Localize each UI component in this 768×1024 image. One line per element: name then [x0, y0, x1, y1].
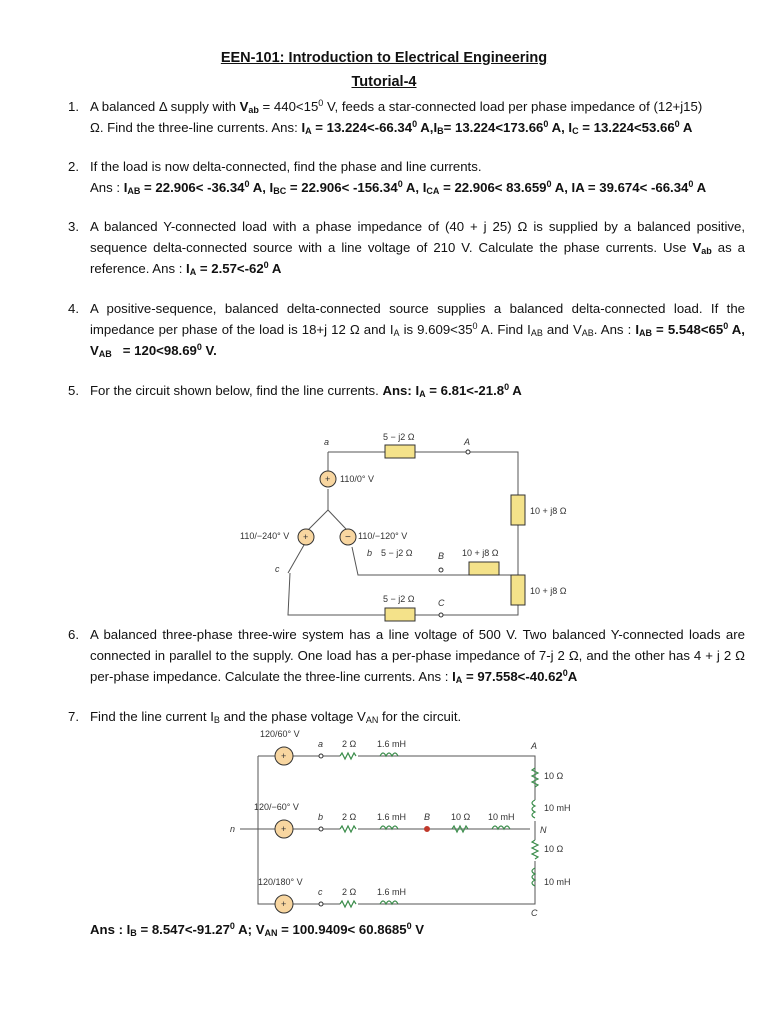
load-resistance-b: 10 Ω [451, 812, 471, 822]
source-label-a: 120/60° V [260, 729, 300, 739]
node-label-a: a [324, 437, 330, 447]
question-number: 4. [68, 301, 79, 316]
resistor-load-ab [511, 495, 525, 525]
line-resistance-c: 2 Ω [342, 887, 357, 897]
node-label-C: C [531, 908, 538, 918]
ans-label: Ans : [90, 180, 124, 195]
resistor-load-ca [511, 575, 525, 605]
question-number: 6. [68, 627, 79, 642]
q1-text-a: A balanced Δ supply with [90, 99, 240, 114]
q6-text: A balanced three-phase three-wire system has a line voltage of 500 V. Two balanced Y-connected loads are connected in parallel to the supply. One load has a per-phase impedance of 7-j 2 Ω, and the other has 4 + j 2 Ω per-phase impedance. Calculate the three-line currents. Ans : $I_A = 97.558<-40.62^0A$ [90, 627, 745, 685]
node-label-c: c [318, 887, 323, 897]
vab-subscript: ab [248, 105, 259, 115]
q1-text-c: V, feeds a star-connected load per phase impedance of (12+j15) [323, 99, 703, 114]
source-label-c: 120/180° V [258, 877, 303, 887]
resistor-load-a [532, 768, 538, 787]
line-inductance-b: 1.6 mH [377, 812, 407, 822]
source-label-b: 110/−120° V [358, 531, 408, 541]
load-inductance-b: 10 mH [488, 812, 515, 822]
node-label-A: A [531, 741, 538, 751]
node-label-n: n [230, 824, 236, 834]
plus-icon: + [281, 899, 287, 909]
line-inductance-a: 1.6 mH [377, 739, 407, 749]
node-label-B: B [424, 812, 431, 822]
line-resistance-a: 2 Ω [342, 739, 357, 749]
plus-icon: + [303, 532, 309, 542]
plus-icon: + [325, 474, 331, 484]
plus-icon: + [281, 824, 287, 834]
q2-answer: $I_{AB} = 22.906< -36.34^0$ A, $I_{BC} = 22.906< -156.34^0$ A, $I_{CA} = 22.906< 83.659^0$ A, IA = $39.674< -66.34^0$ A [123, 179, 707, 196]
resistor-line-c [340, 901, 356, 907]
q1-text-d: Ω. Find the three-line currents. Ans: [90, 120, 302, 135]
q5-text: For the circuit shown below, find the line currents. Ans: $I_A = 6.81<-21.8^0$ A [90, 382, 522, 399]
line-resistance-b: 2 Ω [342, 812, 357, 822]
q3-text: A balanced Y-connected load with a phase impedance of (40 + j 25) Ω is supplied by a balanced positive, sequence delta-connected source with a line voltage of 210 V. Calculate the phase currents. Use $V_{ab}$ as a reference. Ans : $I_A = 2.57<-62^0$ A [90, 219, 745, 277]
load-impedance-ca: 10 + j8 Ω [530, 586, 567, 596]
q4-text: A positive-sequence, balanced delta-connected source supplies a balanced delta-connected load. If the impedance per phase of the load is 18+j 12 Ω and $I_A$ is $9.609<35^0$ A. Find $I_{AB}$ and $V_{AB}$. Ans : $I_{AB} = 5.548<65^0$ A, $V_{AB} = 120<98.69^0$ V. [90, 301, 745, 359]
question-number: 3. [68, 219, 79, 234]
q7-answer: Ans : $I_B = 8.547<-91.27^0$ A; $V_{AN} = 100.9409< 60.8685^0$ V [90, 921, 425, 938]
question-number: 1. [68, 99, 79, 114]
question-number: 2. [68, 159, 79, 174]
source-label-b: 120/−60° V [254, 802, 299, 812]
minus-icon: − [345, 532, 351, 543]
circuit-diagram-1 [230, 425, 600, 620]
node-label-b: b [318, 812, 324, 822]
line-inductance-c: 1.6 mH [377, 887, 407, 897]
question-number: 5. [68, 383, 79, 398]
line-impedance-c: 5 − j2 Ω [383, 594, 415, 604]
line-impedance-a: 5 − j2 Ω [383, 432, 415, 442]
tutorial-subtitle: Tutorial-4 [351, 74, 417, 90]
resistor-load-c [532, 840, 538, 859]
source-label-c: 110/−240° V [240, 531, 290, 541]
load-inductance-c: 10 mH [544, 877, 571, 887]
inductor-load-a [532, 800, 535, 818]
node-label-C: C [438, 598, 445, 608]
q2-text: If the load is now delta-connected, find the phase and line currents. [90, 159, 482, 174]
node-label-c: c [275, 564, 280, 574]
plus-icon: + [281, 751, 287, 761]
load-resistance-c: 10 Ω [544, 844, 564, 854]
resistor-line-b [340, 826, 356, 832]
question-number: 7. [68, 709, 79, 724]
resistor-line-a [385, 445, 415, 458]
document-title: EEN-101: Introduction to Electrical Engineering [220, 50, 548, 66]
load-impedance-bc: 10 + j8 Ω [462, 548, 499, 558]
line-impedance-b: 5 − j2 Ω [381, 548, 413, 558]
load-inductance-a: 10 mH [544, 803, 571, 813]
degree-mark: 0 [318, 98, 324, 108]
node-label-B: B [438, 551, 445, 561]
circuit-diagram-2 [230, 728, 590, 918]
load-resistance-a: 10 Ω [544, 771, 564, 781]
node-label-N: N [540, 825, 547, 835]
q1-text-b: = 440<15 [258, 99, 319, 114]
vab-symbol: V [239, 99, 249, 114]
source-label-a: 110/0° V [340, 474, 374, 484]
resistor-load-bc [469, 562, 499, 575]
node-label-b: b [367, 548, 373, 558]
load-impedance-ab: 10 + j8 Ω [530, 506, 567, 516]
resistor-line-c [385, 608, 415, 621]
resistor-line-a [340, 753, 356, 759]
node-label-a: a [318, 739, 324, 749]
node-label-A: A [464, 437, 471, 447]
q1-answer: $I_A = 13.224<-66.34^0$ $A,I_B= 13.224<173.66^0$ A, $I_C = 13.224<53.66^0$ A [301, 119, 693, 136]
q7-text: Find the line current $I_B$ and the phase voltage $V_{AN}$ for the circuit. [90, 709, 462, 725]
